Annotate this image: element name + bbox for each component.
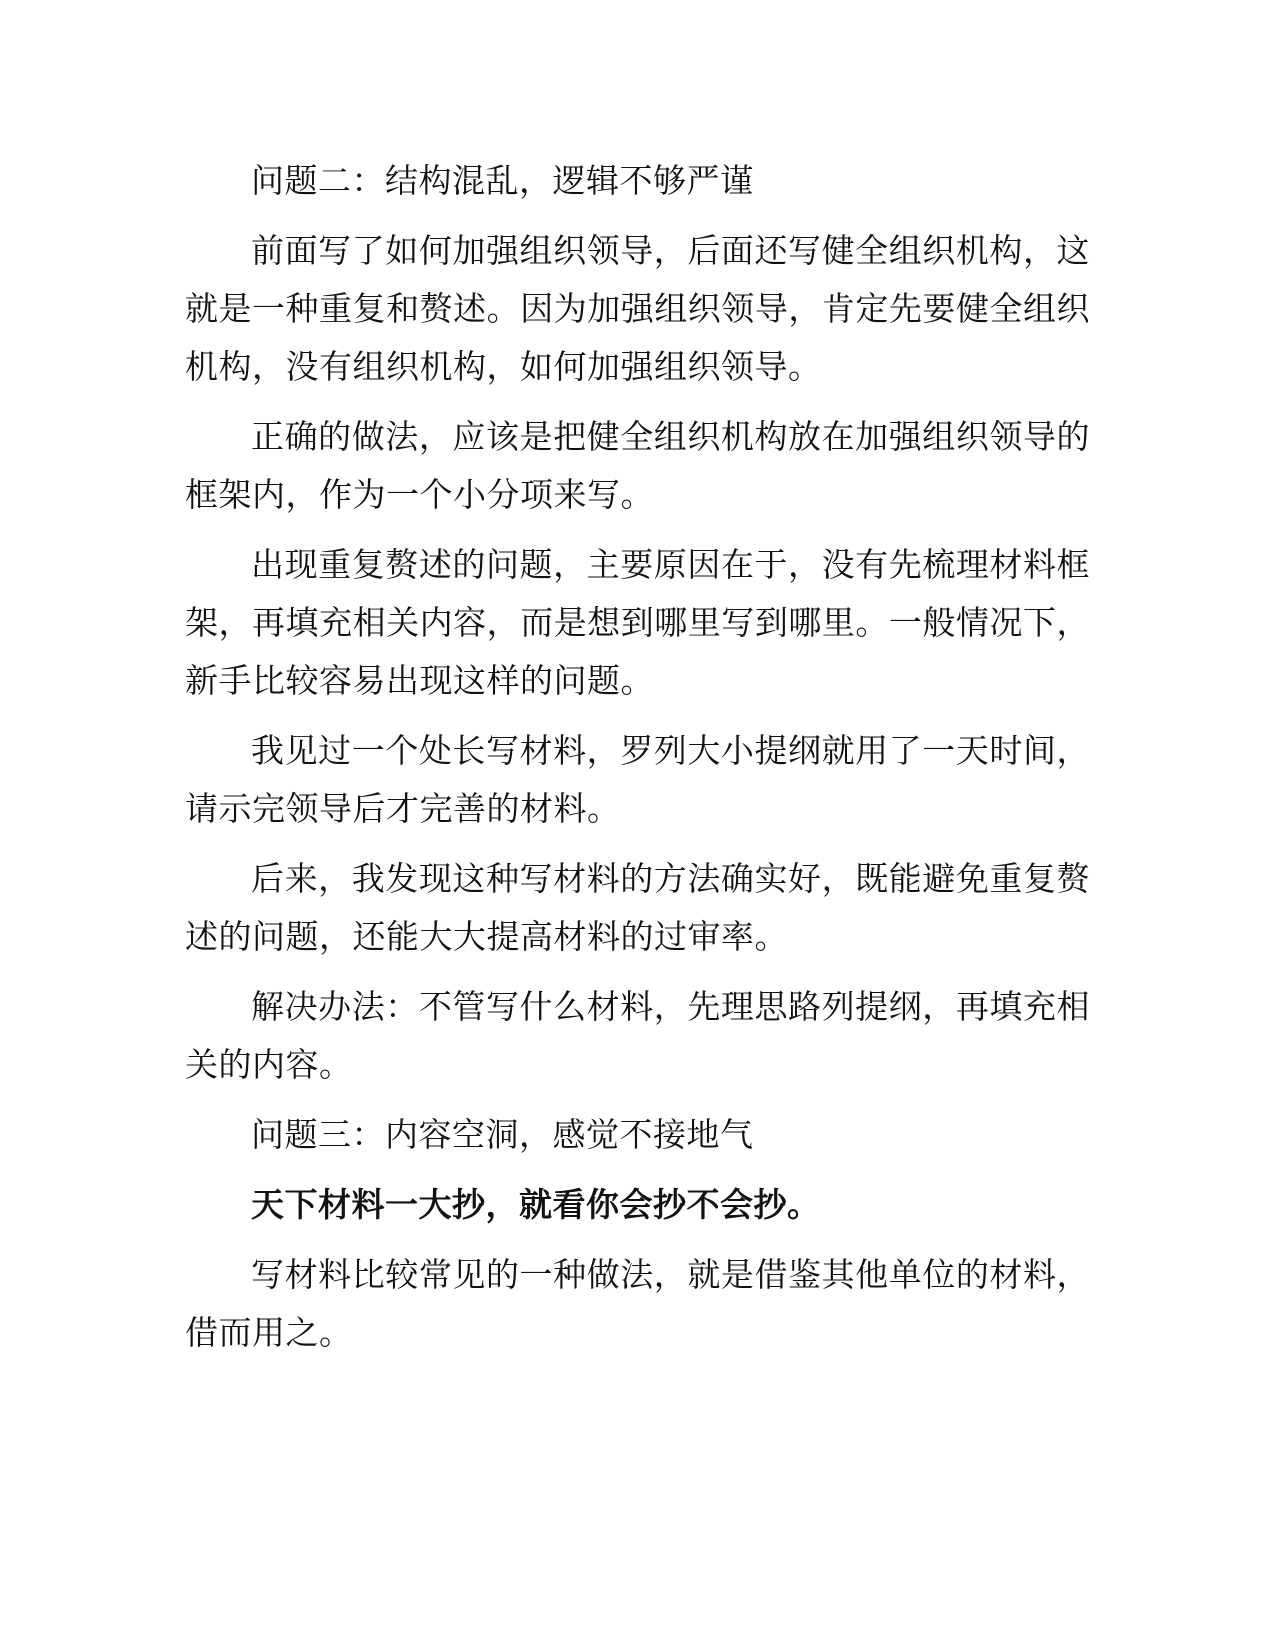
paragraph-solution: 解决办法：不管写什么材料，先理思路列提纲，再填充相关的内容。 <box>185 987 1090 1084</box>
paragraph-correct-approach: 正确的做法，应该是把健全组织机构放在加强组织领导的框架内，作为一个小分项来写。 <box>185 417 1090 514</box>
paragraph-director-example: 我见过一个处长写材料，罗列大小提纲就用了一天时间，请示完领导后才完善的材料。 <box>185 731 1090 828</box>
paragraph-common-practice: 写材料比较常见的一种做法，就是借鉴其他单位的材料，借而用之。 <box>185 1255 1090 1352</box>
document-body <box>185 152 1090 1374</box>
heading-problem-two: 问题二：结构混乱，逻辑不够严谨 <box>251 161 754 200</box>
paragraph-cause: 出现重复赘述的问题，主要原因在于，没有先梳理材料框架，再填充相关内容，而是想到哪里写到哪里。一般情况下，新手比较容易出现这样的问题。 <box>185 545 1090 700</box>
paragraph-copy-saying: 天下材料一大抄，就看你会抄不会抄。 <box>251 1185 821 1224</box>
paragraph-duplication-example: 前面写了如何加强组织领导，后面还写健全组织机构，这就是一种重复和赘述。因为加强组织领导，肯定先要健全组织机构，没有组织机构，如何加强组织领导。 <box>185 231 1090 386</box>
heading-problem-three: 问题三：内容空洞，感觉不接地气 <box>251 1115 754 1154</box>
paragraph-method-benefit: 后来，我发现这种写材料的方法确实好，既能避免重复赘述的问题，还能大大提高材料的过审率。 <box>185 859 1090 956</box>
